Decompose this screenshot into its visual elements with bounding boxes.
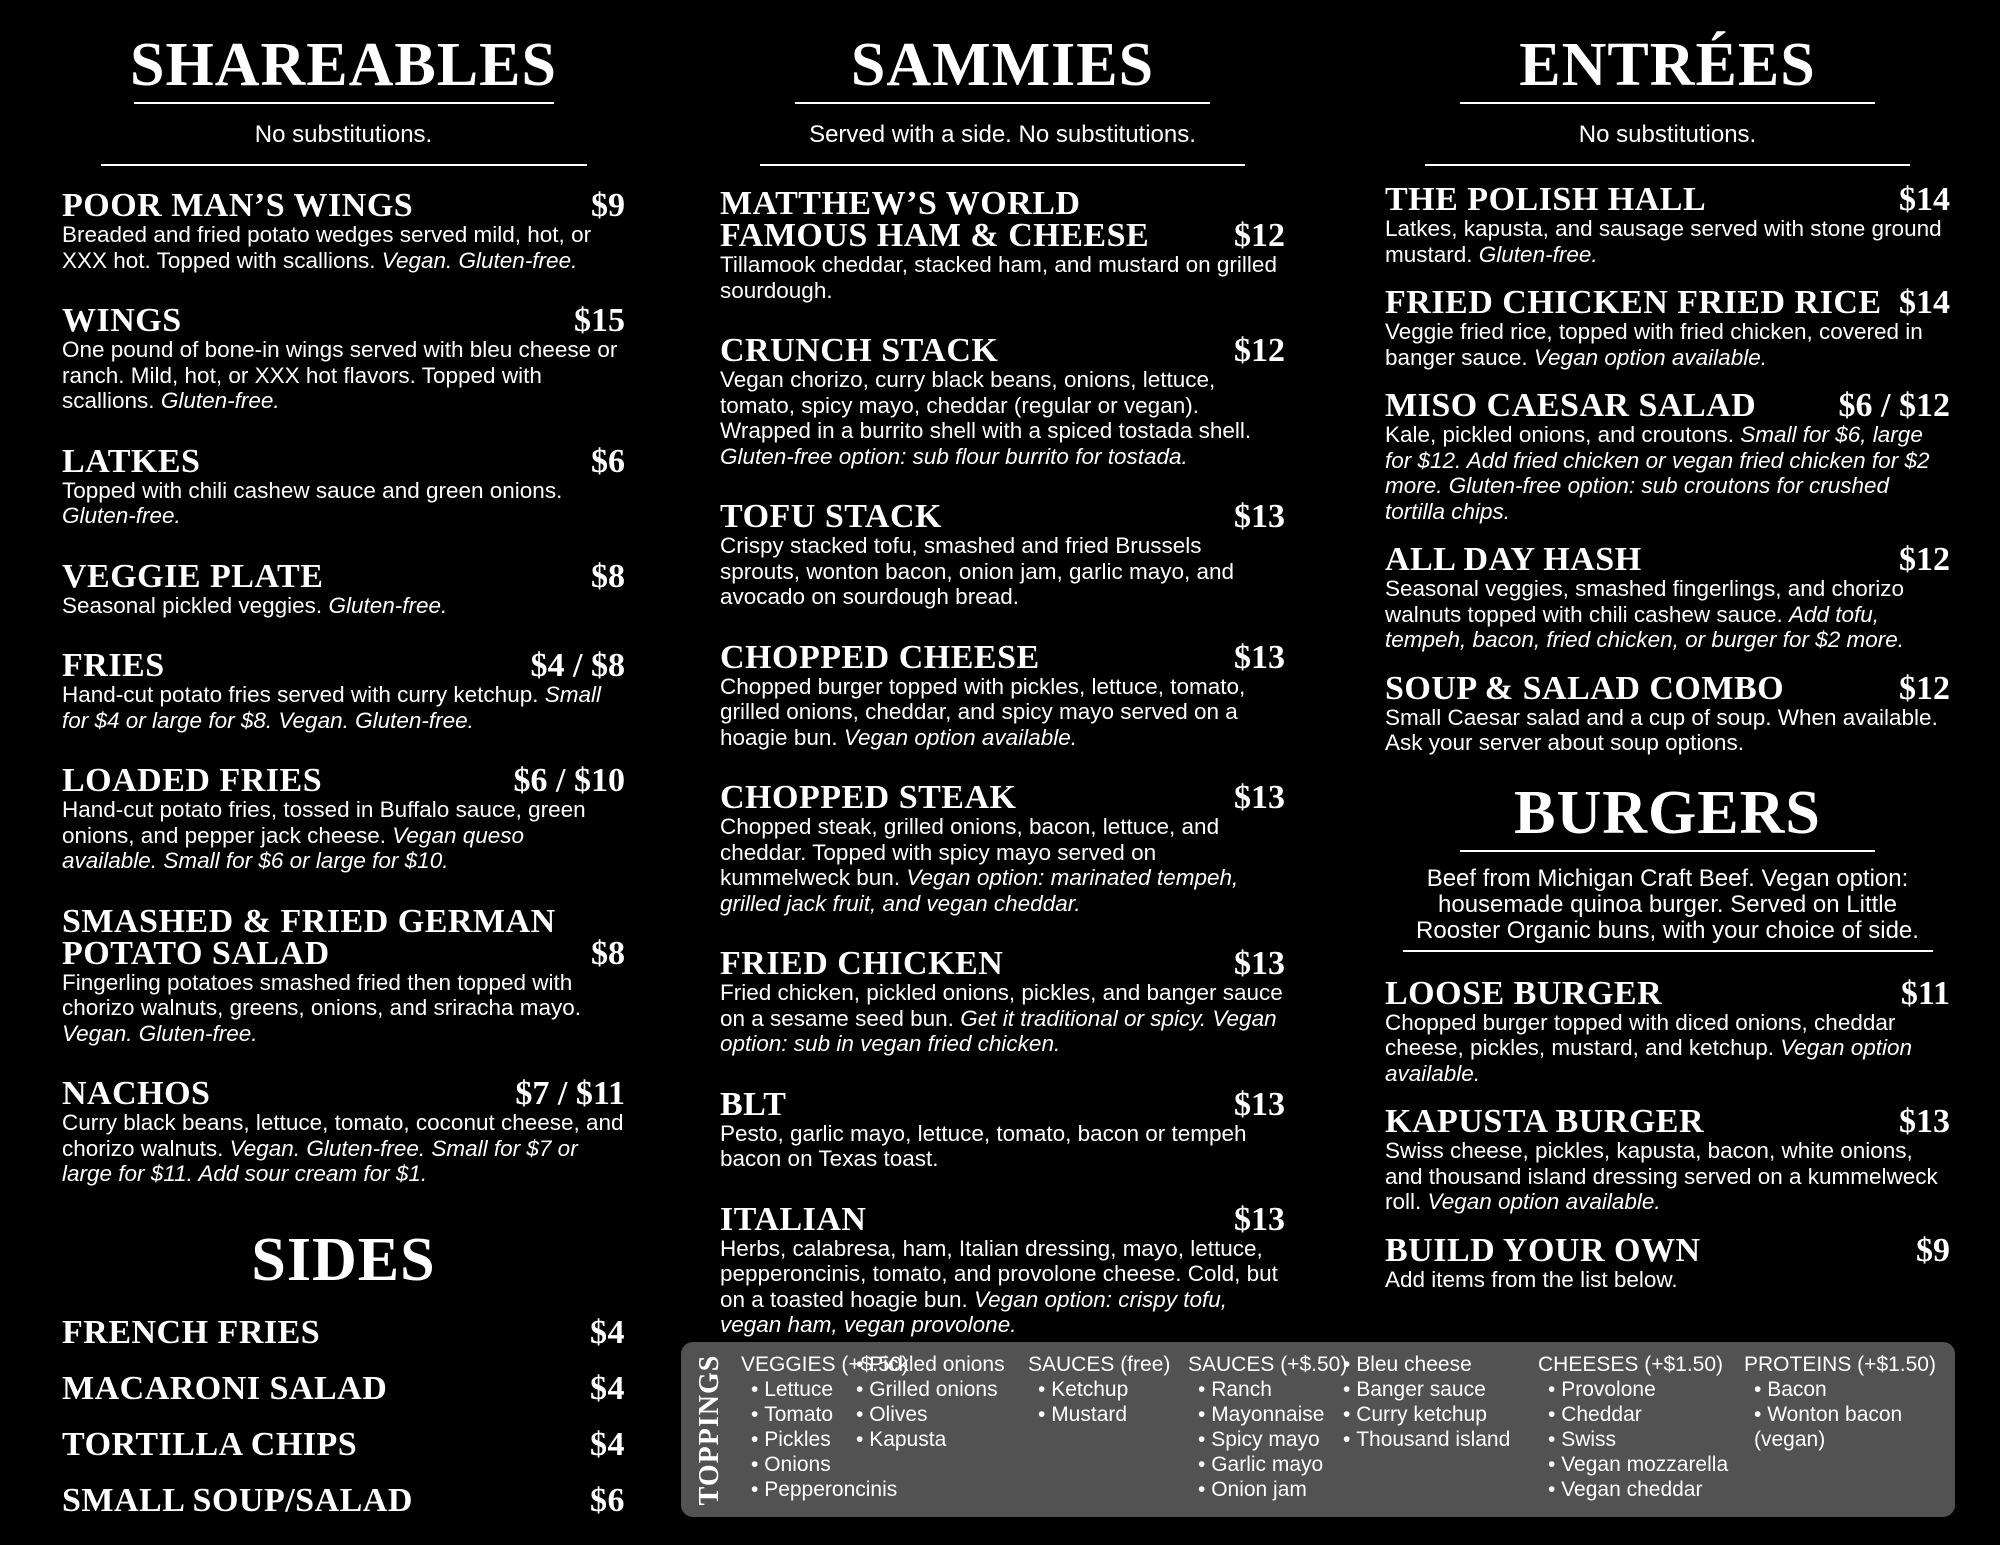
section-title-burgers: BURGERS <box>1514 778 1821 847</box>
menu-item <box>1385 387 1950 524</box>
toppings-label: TOPPINGS <box>694 1354 725 1506</box>
item-description: Crispy stacked tofu, smashed and fried Brussels sprouts, wonton bacon, onion jam, garlic mayo, and avocado on sourdough bread. <box>720 533 1235 609</box>
menu-item <box>62 557 625 619</box>
item-price: $4 / $8 <box>530 647 625 684</box>
toppings-group-header: VEGGIES (+$.50) <box>741 1353 909 1376</box>
item-description: Chopped burger topped with pickles, lettuce, tomato, grilled onions, cheddar, and spicy mayo served on a hoagie bun. Vegan option available. <box>720 673 1246 750</box>
menu-item <box>720 1200 1285 1338</box>
item-price: $8 <box>591 934 625 972</box>
item-name: FRENCH FRIES <box>62 1313 321 1351</box>
title-divider <box>795 102 1210 104</box>
menu-item <box>720 185 1285 303</box>
topping-item: • Pickles <box>741 1427 909 1452</box>
item-price: $9 <box>591 187 625 224</box>
item-name: BUILD YOUR OWN <box>1385 1231 1701 1269</box>
item-price: $11 <box>1900 974 1950 1012</box>
item-price: $15 <box>574 302 625 339</box>
item-name: LOADED FRIES <box>62 762 323 799</box>
menu-item <box>62 902 625 1047</box>
side-item <box>62 1481 625 1521</box>
menu-item <box>62 647 625 733</box>
item-name: SMALL SOUP/SALAD <box>62 1481 413 1519</box>
toppings-group-header: PROTEINS (+$1.50) <box>1744 1353 1936 1376</box>
menu-item <box>1385 541 1950 653</box>
topping-item: • Grilled onions <box>846 1377 1005 1402</box>
item-name: ITALIAN <box>720 1200 867 1238</box>
item-price: $13 <box>1234 1200 1285 1238</box>
menu-item <box>1385 1231 1950 1293</box>
menu-item <box>62 442 625 529</box>
menu-item <box>1385 974 1950 1087</box>
item-description: Chopped steak, grilled onions, bacon, lettuce, and cheddar. Topped with spicy mayo served on kummelweck bun. Vegan option: marinated tempeh, grilled jack fruit, and vegan cheddar. <box>720 814 1239 916</box>
item-name: TOFU STACK <box>720 498 942 535</box>
item-price: $13 <box>1234 638 1285 676</box>
item-price: $6 <box>591 442 625 480</box>
item-name: THE POLISH HALL <box>1385 181 1707 218</box>
menu-item <box>720 945 1285 1057</box>
item-description: Small Caesar salad and a cup of soup. When available. Ask your server about soup options. <box>1385 704 1938 755</box>
item-name: MACARONI SALAD <box>62 1369 388 1407</box>
menu-item <box>720 779 1285 916</box>
item-name: LOOSE BURGER <box>1385 974 1663 1012</box>
entrees-list <box>1385 181 1950 756</box>
section-note-sammies: Served with a side. No substitutions. <box>809 121 1196 148</box>
menu-item <box>1385 669 1950 756</box>
topping-item: • Kapusta <box>846 1427 1005 1452</box>
topping-item: • Mayonnaise <box>1188 1402 1347 1427</box>
topping-item: • Pickled onions <box>846 1352 1005 1377</box>
toppings-group <box>1028 1352 1170 1427</box>
title-divider <box>1460 850 1875 852</box>
sides-list <box>62 1313 625 1521</box>
item-description: Breaded and fried potato wedges served mild, hot, or XXX hot. Topped with scallions. Vegan. Gluten-free. <box>62 222 592 273</box>
item-price: $14 <box>1899 181 1950 218</box>
item-description: Add items from the list below. <box>1385 1266 1678 1292</box>
toppings-group <box>1333 1352 1510 1452</box>
topping-item: • Lettuce <box>741 1377 909 1402</box>
menu-item <box>1385 1103 1950 1215</box>
item-price: $9 <box>1916 1231 1950 1269</box>
item-description: Hand-cut potato fries, tossed in Buffalo sauce, green onions, and pepper jack cheese. Vegan queso available. Small for $6 or large for $10. <box>62 797 586 873</box>
item-price: $13 <box>1234 779 1285 816</box>
item-name: SOUP & SALAD COMBO <box>1385 669 1785 707</box>
item-name: CHOPPED STEAK <box>720 779 1017 816</box>
topping-item: • Mustard <box>1028 1402 1170 1427</box>
side-item <box>62 1313 625 1353</box>
item-price: $13 <box>1899 1103 1950 1140</box>
section-note-entrees: No substitutions. <box>1578 121 1757 148</box>
menu-item <box>62 302 625 414</box>
topping-item: • Onion jam <box>1188 1477 1347 1502</box>
item-description: Latkes, kapusta, and sausage served with stone ground mustard. Gluten-free. <box>1385 216 1942 267</box>
shareables-column <box>62 0 625 1521</box>
topping-item: • Ranch <box>1188 1377 1347 1402</box>
item-name: WINGS <box>62 302 182 339</box>
menu-item <box>720 638 1285 751</box>
menu-item <box>720 498 1285 610</box>
item-description: Vegan chorizo, curry black beans, onions, lettuce, tomato, spicy mayo, cheddar (regular or vegan). Wrapped in a burrito shell with a spiced tostada shell. Gluten-free option: sub flour burrito for tostada. <box>720 367 1252 469</box>
toppings-group-header: CHEESES (+$1.50) <box>1538 1353 1724 1376</box>
item-price: $13 <box>1234 498 1285 535</box>
item-name: FRIED CHICKEN FRIED RICE <box>1385 284 1882 321</box>
item-price: $12 <box>1899 669 1950 707</box>
toppings-group <box>1188 1352 1347 1502</box>
topping-item: • Vegan mozzarella <box>1538 1452 1728 1477</box>
item-description: Topped with chili cashew sauce and green onions. Gluten-free. <box>62 477 563 528</box>
item-name: NACHOS <box>62 1075 211 1112</box>
toppings-group <box>846 1352 1005 1452</box>
item-description: Chopped burger topped with diced onions, cheddar cheese, pickles, mustard, and ketchup. Vegan option available. <box>1385 1009 1913 1086</box>
topping-item: • Wonton bacon (vegan) <box>1744 1402 1904 1452</box>
toppings-group-header: SAUCES (+$.50) <box>1188 1353 1348 1376</box>
toppings-group <box>1744 1352 1944 1452</box>
item-name: CHOPPED CHEESE <box>720 638 1040 676</box>
note-divider <box>1403 950 1933 952</box>
section-title-shareables: SHAREABLES <box>130 31 557 99</box>
item-price: $6 / $12 <box>1838 387 1950 424</box>
item-name: CRUNCH STACK <box>720 332 999 369</box>
item-description: Swiss cheese, pickles, kapusta, bacon, white onions, and thousand island dressing served on a kummelweck roll. Vegan option available. <box>1385 1138 1938 1214</box>
item-price: $14 <box>1899 284 1950 321</box>
section-title-sammies: SAMMIES <box>850 31 1155 99</box>
shareables-list <box>62 187 625 1187</box>
item-name: SMASHED & FRIED GERMAN POTATO SALAD <box>62 902 556 972</box>
item-price: $13 <box>1234 1085 1285 1123</box>
menu-item <box>62 187 625 273</box>
item-name: POOR MAN’S WINGS <box>62 187 414 224</box>
burgers-list <box>1385 974 1950 1293</box>
toppings-group <box>1538 1352 1728 1502</box>
item-name: TORTILLA CHIPS <box>62 1425 358 1463</box>
item-price: $12 <box>1234 332 1285 369</box>
topping-item: • Bacon <box>1744 1377 1944 1402</box>
item-name: VEGGIE PLATE <box>62 557 324 595</box>
item-name: FRIES <box>62 647 165 684</box>
topping-item: • Tomato <box>741 1402 909 1427</box>
item-description: Veggie fried rice, topped with fried chicken, covered in banger sauce. Vegan option available. <box>1385 319 1923 370</box>
sammies-column <box>720 0 1285 1338</box>
topping-item: • Provolone <box>1538 1377 1728 1402</box>
item-name: MISO CAESAR SALAD <box>1385 387 1757 424</box>
menu-item <box>62 762 625 874</box>
section-note-burgers: Beef from Michigan Craft Beef. Vegan option: housemade quinoa burger. Served on Little Rooster Organic buns, with your choice of side. <box>1416 864 1919 944</box>
side-item <box>62 1425 625 1465</box>
topping-item: • Cheddar <box>1538 1402 1728 1427</box>
item-description: Hand-cut potato fries served with curry ketchup. Small for $4 or large for $8. Vegan. Gluten-free. <box>62 682 601 733</box>
menu-item <box>62 1075 625 1187</box>
menu-item <box>720 1085 1285 1172</box>
note-divider <box>101 164 587 166</box>
entrees-column <box>1385 0 1950 1292</box>
menu-item <box>1385 284 1950 370</box>
topping-item: • Bleu cheese <box>1333 1352 1510 1377</box>
title-divider <box>134 102 554 104</box>
item-price: $4 <box>590 1313 625 1351</box>
title-divider <box>1460 102 1875 104</box>
item-price: $13 <box>1234 945 1285 982</box>
item-description: Fingerling potatoes smashed fried then topped with chorizo walnuts, greens, onions, and sriracha mayo. Vegan. Gluten-free. <box>62 969 582 1046</box>
item-price: $8 <box>591 557 625 595</box>
item-name: LATKES <box>62 442 201 480</box>
sammies-list <box>720 185 1285 1338</box>
item-description: Seasonal pickled veggies. Gluten-free. <box>62 592 448 618</box>
item-name: BLT <box>720 1085 787 1123</box>
item-description: Pesto, garlic mayo, lettuce, tomato, bacon or tempeh bacon on Texas toast. <box>720 1120 1247 1171</box>
item-price: $7 / $11 <box>515 1075 625 1112</box>
topping-item: • Swiss <box>1538 1427 1728 1452</box>
item-name: FRIED CHICKEN <box>720 945 1004 982</box>
item-price: $6 <box>590 1481 625 1519</box>
item-name: KAPUSTA BURGER <box>1385 1103 1705 1140</box>
topping-item: • Thousand island <box>1333 1427 1510 1452</box>
item-description: Fried chicken, pickled onions, pickles, and banger sauce on a sesame seed bun. Get it traditional or spicy. Vegan option: sub in vegan fried chicken. <box>720 980 1283 1056</box>
item-price: $12 <box>1234 217 1285 254</box>
item-description: Herbs, calabresa, ham, Italian dressing, mayo, lettuce, pepperoncinis, tomato, and provolone cheese. Cold, but on a toasted hoagie bun. Vegan option: crispy tofu, vegan ham, vegan provolone. <box>720 1235 1278 1337</box>
topping-item: • Banger sauce <box>1333 1377 1510 1402</box>
topping-item: • Spicy mayo <box>1188 1427 1347 1452</box>
topping-item: • Garlic mayo <box>1188 1452 1347 1477</box>
item-description: Curry black beans, lettuce, tomato, coconut cheese, and chorizo walnuts. Vegan. Gluten-free. Small for $7 or large for $11. Add sour cream for $1. <box>62 1110 624 1186</box>
item-name: ALL DAY HASH <box>1385 541 1642 578</box>
item-price: $12 <box>1899 541 1950 578</box>
item-price: $4 <box>590 1425 625 1463</box>
toppings-group-header: SAUCES (free) <box>1028 1353 1171 1376</box>
item-price: $4 <box>590 1369 625 1407</box>
topping-item: • Curry ketchup <box>1333 1402 1510 1427</box>
item-name: MATTHEW’S WORLD FAMOUS HAM & CHEESE <box>720 185 1150 254</box>
note-divider <box>760 164 1245 166</box>
side-item <box>62 1369 625 1409</box>
toppings-panel <box>681 1342 1955 1517</box>
section-note-shareables: No substitutions. <box>254 121 433 148</box>
menu-item <box>720 332 1285 469</box>
item-description: Seasonal veggies, smashed fingerlings, and chorizo walnuts topped with chili cashew sauce. Add tofu, tempeh, bacon, fried chicken, or burger for $2 more. <box>1385 576 1905 652</box>
topping-item: • Ketchup <box>1028 1377 1170 1402</box>
item-price: $6 / $10 <box>513 762 625 799</box>
topping-item: • Pepperoncinis <box>741 1477 909 1502</box>
item-description: One pound of bone-in wings served with bleu cheese or ranch. Mild, hot, or XXX hot flavors. Topped with scallions. Gluten-free. <box>62 337 618 413</box>
topping-item: • Vegan cheddar <box>1538 1477 1728 1502</box>
section-title-entrees: ENTRÉES <box>1519 31 1816 99</box>
section-title-sides: SIDES <box>251 1225 436 1294</box>
item-description: Kale, pickled onions, and croutons. Small for $6, large for $12. Add fried chicken or vegan fried chicken for $2 more. Gluten-free option: sub croutons for crushed tortilla chips. <box>1385 422 1930 524</box>
menu-item <box>1385 181 1950 267</box>
note-divider <box>1425 164 1910 166</box>
topping-item: • Olives <box>846 1402 1005 1427</box>
item-description: Tillamook cheddar, stacked ham, and mustard on grilled sourdough. <box>720 252 1277 303</box>
topping-item: • Onions <box>741 1452 909 1477</box>
